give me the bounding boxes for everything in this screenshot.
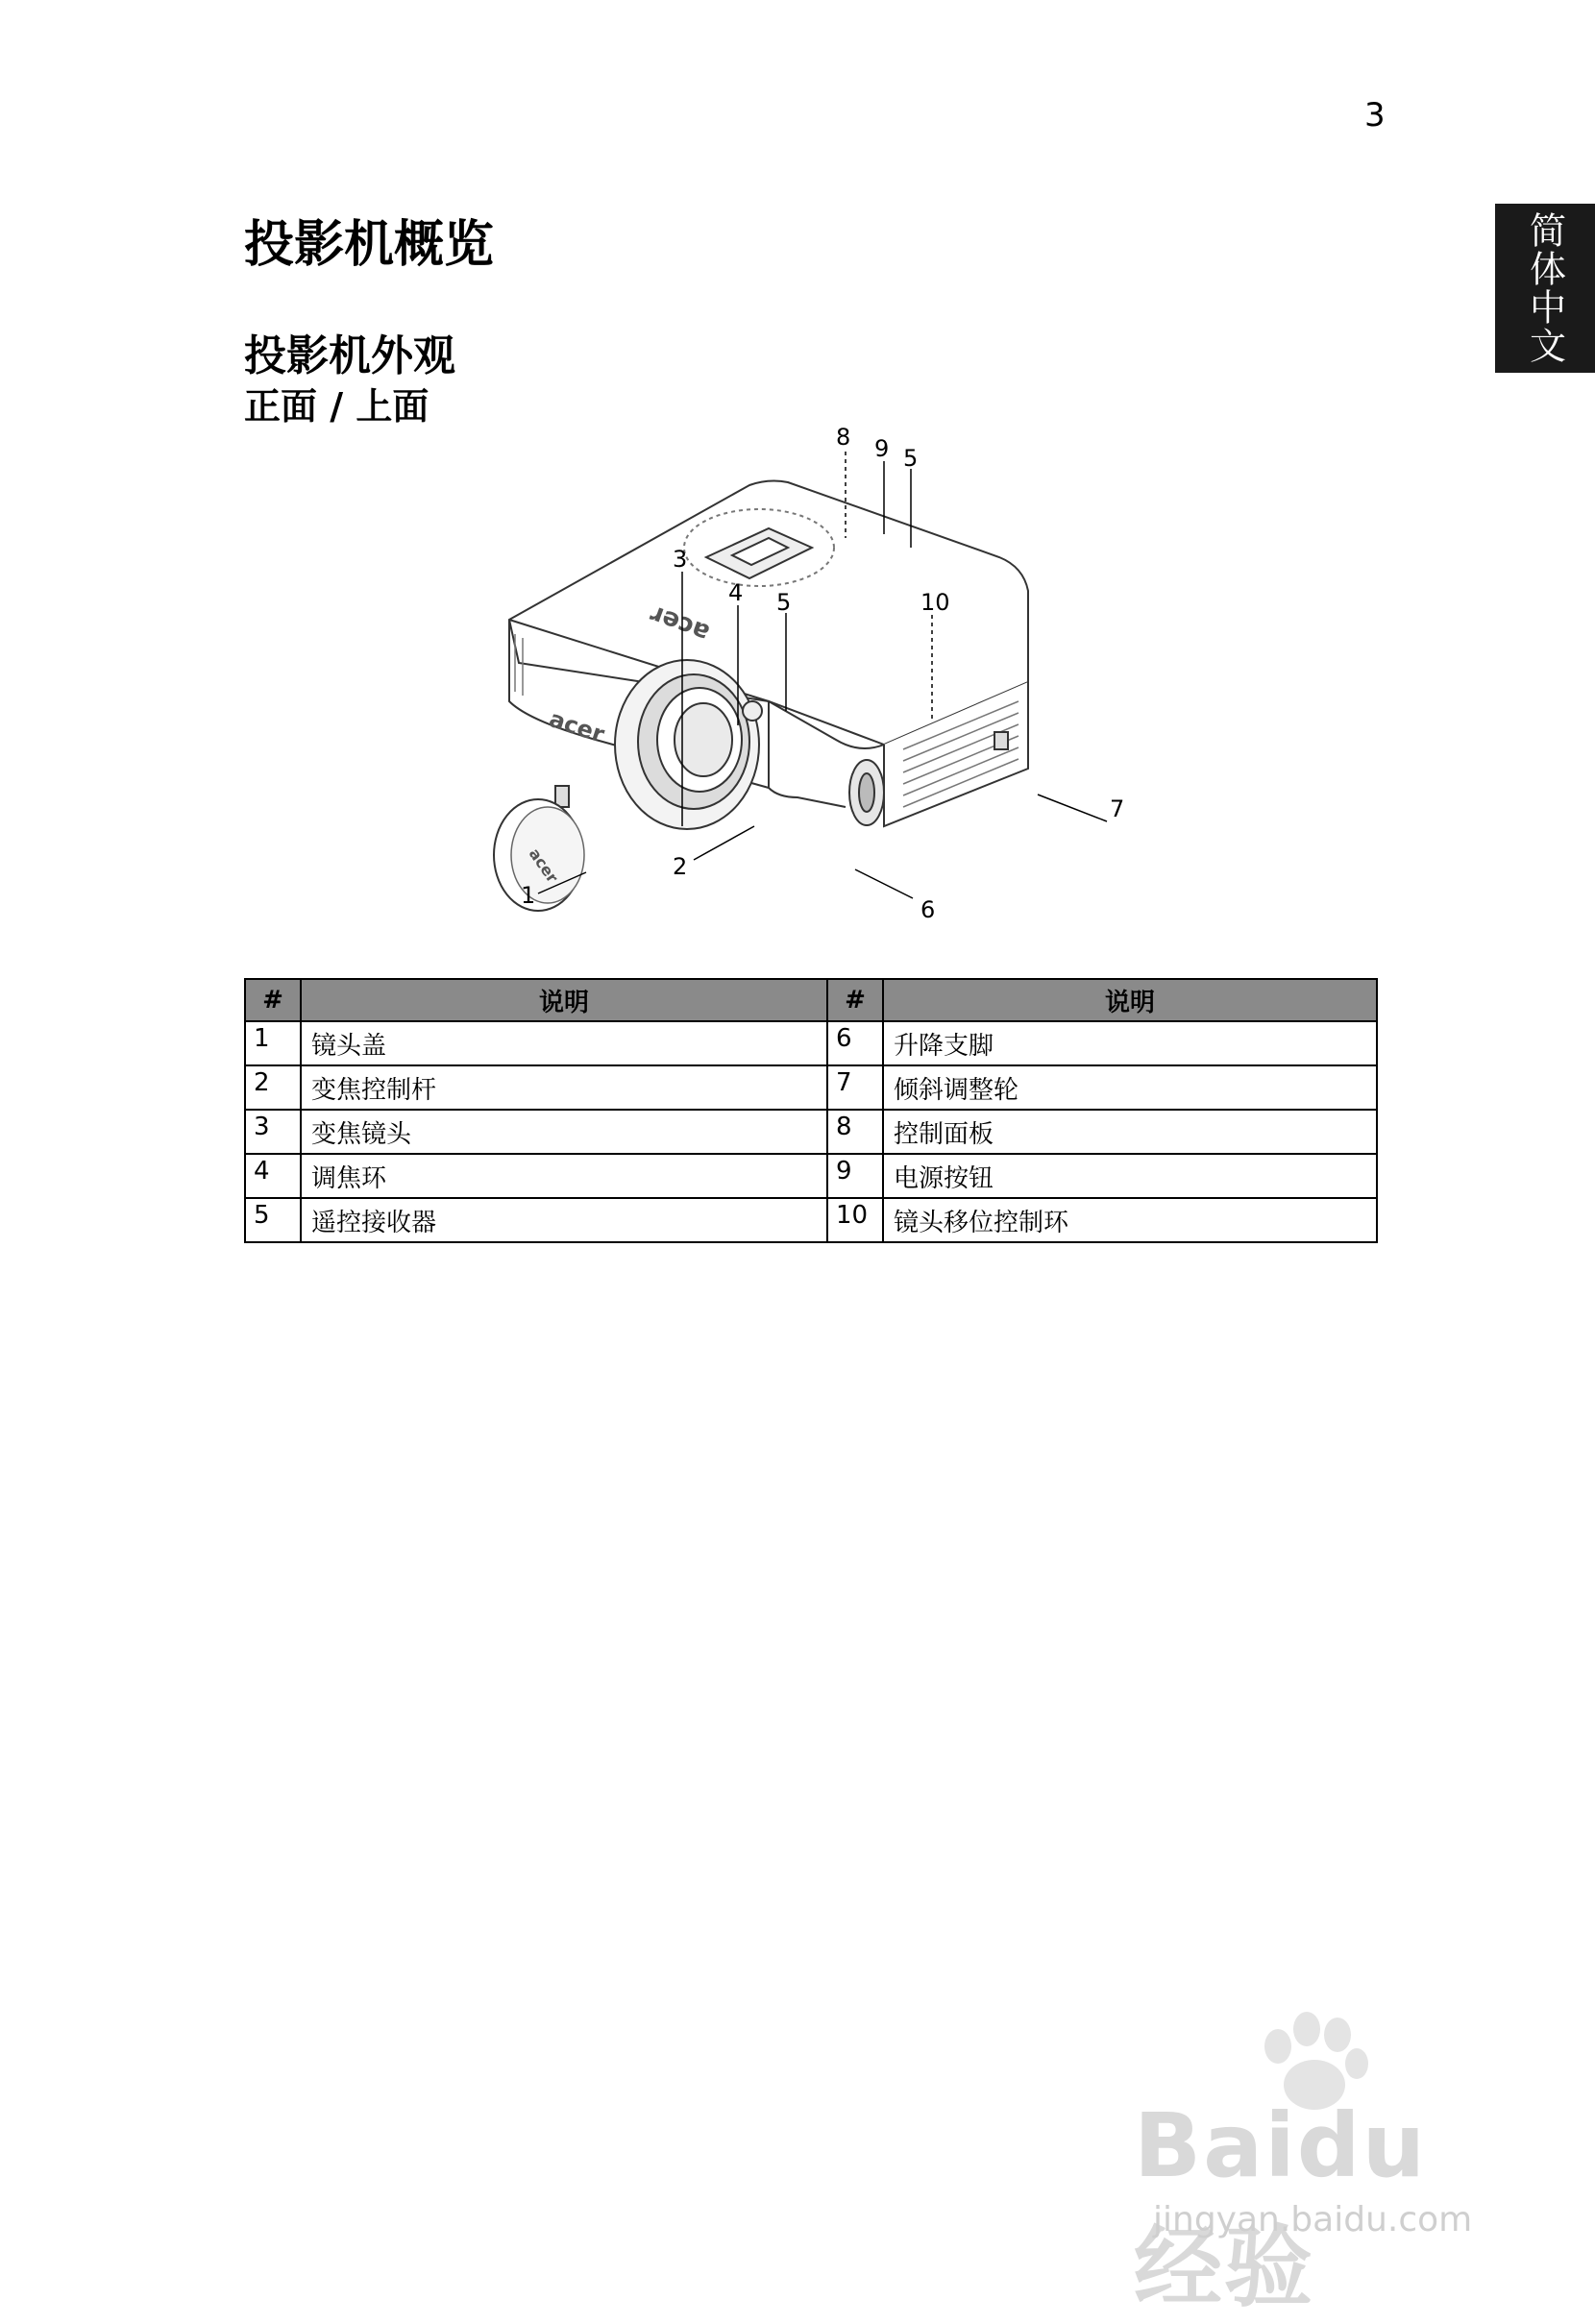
table-row [245, 1110, 1377, 1154]
subsection-heading: 正面 / 上面 [244, 385, 429, 428]
callout-5-front: 5 [776, 589, 792, 616]
section-heading: 投影机外观 [244, 331, 455, 380]
row-number: 1 [245, 1021, 301, 1065]
watermark-url: jingyan.baidu.com [1153, 2200, 1473, 2239]
callout-9: 9 [874, 435, 890, 462]
callout-10: 10 [920, 589, 950, 616]
projector-illustration [480, 413, 1153, 932]
table-row [245, 1021, 1377, 1065]
row-description: 电源按钮 [883, 1154, 1377, 1198]
row-description: 变焦镜头 [301, 1110, 827, 1154]
page-number: 3 [1364, 96, 1386, 135]
header-description-2: 说明 [883, 979, 1377, 1021]
callout-8: 8 [836, 424, 851, 451]
brand-mark-cap: acer [525, 844, 562, 887]
row-number: 3 [245, 1110, 301, 1154]
callout-7: 7 [1110, 795, 1125, 822]
callout-4: 4 [728, 579, 744, 606]
parts-table [244, 978, 1378, 1243]
row-number: 6 [827, 1021, 883, 1065]
row-number: 8 [827, 1110, 883, 1154]
table-row [245, 1198, 1377, 1242]
projector-body [509, 481, 1028, 829]
language-tab-label: 简体中文 [1523, 211, 1566, 365]
row-number: 5 [245, 1198, 301, 1242]
callout-6: 6 [920, 896, 936, 923]
header-number-2: # [827, 979, 883, 1021]
row-description: 倾斜调整轮 [883, 1065, 1377, 1110]
projector-figure [480, 413, 1153, 932]
row-description: 镜头移位控制环 [883, 1198, 1377, 1242]
baidu-watermark [1124, 2008, 1509, 2319]
row-number: 9 [827, 1154, 883, 1198]
header-number-1: # [245, 979, 301, 1021]
callout-3: 3 [673, 546, 688, 573]
table-row [245, 1065, 1377, 1110]
lens-cap [494, 799, 584, 911]
row-description: 镜头盖 [301, 1021, 827, 1065]
row-number: 2 [245, 1065, 301, 1110]
brand-mark-side: acer [546, 705, 608, 748]
row-description: 控制面板 [883, 1110, 1377, 1154]
header-description-1: 说明 [301, 979, 827, 1021]
callout-1: 1 [521, 882, 536, 909]
row-description: 调焦环 [301, 1154, 827, 1198]
table-header-row [245, 979, 1377, 1021]
row-description: 遥控接收器 [301, 1198, 827, 1242]
language-tab [1495, 204, 1595, 373]
callout-2: 2 [673, 853, 688, 880]
row-number: 10 [827, 1198, 883, 1242]
brand-mark-top: acer [646, 599, 714, 648]
row-number: 7 [827, 1065, 883, 1110]
row-number: 4 [245, 1154, 301, 1198]
page-title: 投影机概览 [244, 216, 495, 274]
row-description: 变焦控制杆 [301, 1065, 827, 1110]
callout-5-top: 5 [903, 445, 919, 472]
table-row [245, 1154, 1377, 1198]
row-description: 升降支脚 [883, 1021, 1377, 1065]
watermark-logo: Baidu经验 [1134, 2094, 1428, 2319]
